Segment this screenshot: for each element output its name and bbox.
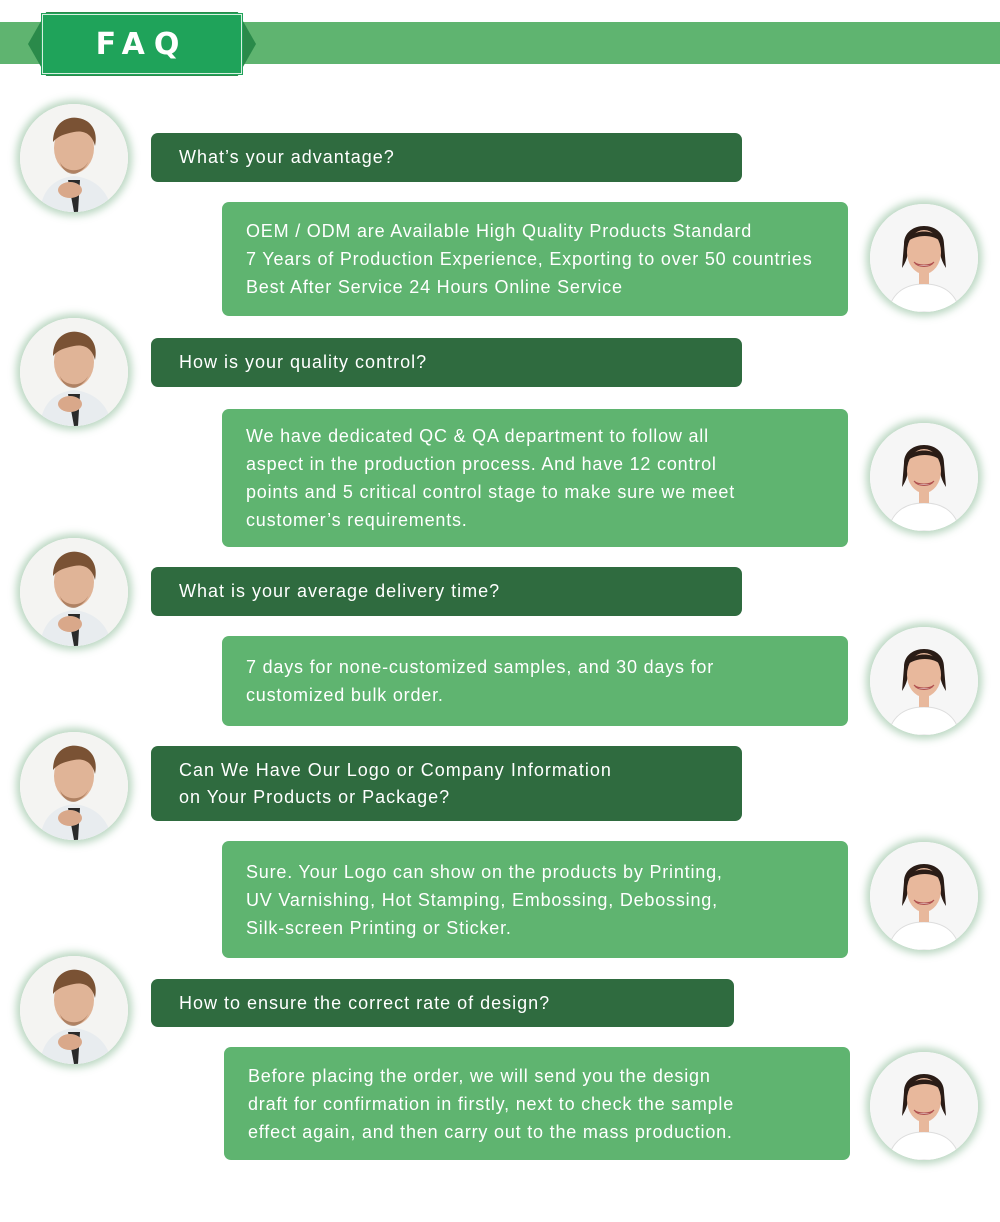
answer-text: Before placing the order, we will send you the design draft for confirmation in firstly, next to check the sample effect again, and then carry out to the mass production. [248, 1065, 735, 1142]
support-avatar [870, 423, 978, 531]
customer-avatar [20, 104, 128, 212]
faq-question [151, 338, 742, 387]
question-text: What’s your advantage? [179, 147, 395, 167]
faq-question [151, 746, 742, 821]
faq-question [151, 567, 742, 616]
customer-avatar [20, 956, 128, 1064]
customer-avatar [20, 318, 128, 426]
support-avatar [870, 1052, 978, 1160]
answer-text: 7 days for none-customized samples, and 30 days for customized bulk order. [246, 657, 715, 705]
faq-question [151, 133, 742, 182]
page-title: FAQ [95, 26, 189, 62]
question-text: Can We Have Our Logo or Company Information on Your Products or Package? [179, 759, 612, 807]
answer-text: OEM / ODM are Available High Quality Products Standard 7 Years of Production Experience, Exporting to over 50 countries Best After Service 24 Hours Online Service [246, 221, 813, 297]
question-text: How to ensure the correct rate of design? [179, 992, 551, 1013]
support-avatar [870, 842, 978, 950]
faq-question [151, 979, 734, 1027]
faq-badge [42, 14, 242, 74]
support-avatar [870, 627, 978, 735]
faq-answer [222, 409, 848, 547]
customer-avatar [20, 732, 128, 840]
faq-answer [224, 1047, 850, 1160]
support-avatar [870, 204, 978, 312]
faq-answer [222, 202, 848, 316]
question-text: What is your average delivery time? [179, 581, 501, 601]
answer-text: We have dedicated QC & QA department to follow all aspect in the production process. And have 12 control points and 5 critical control stage to make sure we meet customer’s requirements. [246, 426, 736, 530]
question-text: How is your quality control? [179, 352, 428, 372]
customer-avatar [20, 538, 128, 646]
faq-answer [222, 636, 848, 726]
answer-text: Sure. Your Logo can show on the products by Printing, UV Varnishing, Hot Stamping, Embossing, Debossing, Silk-screen Printing or Sticker. [246, 861, 723, 938]
faq-answer [222, 841, 848, 958]
